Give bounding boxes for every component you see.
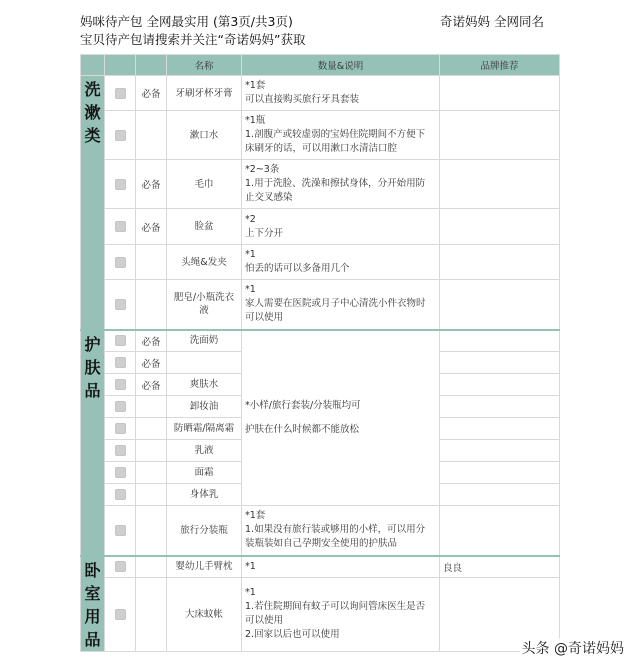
required-label: 必备 (136, 160, 167, 209)
checkbox[interactable] (115, 467, 126, 478)
item-name: 头绳&发夹 (167, 245, 242, 280)
item-name: 洗面奶 (167, 330, 242, 352)
item-brand (440, 484, 560, 506)
table-row (81, 76, 560, 111)
required-label: 必备 (136, 76, 167, 111)
item-brand (440, 396, 560, 418)
required-label: 必备 (136, 209, 167, 245)
table-row (81, 330, 560, 352)
item-name: 乳液 (167, 440, 242, 462)
required-label (136, 111, 167, 160)
checkbox[interactable] (115, 257, 126, 268)
header-cell-required (136, 55, 167, 76)
table-header-row (81, 55, 560, 76)
checkbox[interactable] (115, 609, 126, 620)
item-desc: *小样/旅行套装/分装瓶均可 护肤在什么时候都不能放松 (242, 330, 440, 506)
header-cell-check (105, 55, 136, 76)
item-name: 牙刷牙杯牙膏 (167, 76, 242, 111)
item-brand (440, 506, 560, 556)
item-brand (440, 374, 560, 396)
item-brand (440, 352, 560, 374)
item-brand (440, 160, 560, 209)
item-desc: *1 1.若住院期间有蚊子可以询问管床医生是否 可以使用 2.回家以后也可以使用 (242, 578, 440, 651)
required-label (136, 462, 167, 484)
checkbox[interactable] (115, 221, 126, 232)
required-label (136, 556, 167, 578)
category-bedroom: 卧室用品 (81, 556, 105, 652)
category-skin: 护肤品 (81, 330, 105, 556)
required-label (136, 506, 167, 556)
item-brand (440, 245, 560, 280)
item-brand (440, 462, 560, 484)
required-label (136, 484, 167, 506)
column-header-quantity: 数量&说明 (242, 55, 440, 76)
item-name: 婴幼儿手臂枕 (167, 556, 242, 578)
header-title: 妈咪待产包 全网最实用 (第3页/共3页) (80, 14, 293, 29)
table-row (81, 111, 560, 160)
header-cell-category (81, 55, 105, 76)
item-desc: *1套 1.如果没有旅行装或够用的小样，可以用分 装瓶装如自己孕期安全使用的护肤品 (242, 506, 440, 556)
item-desc: *1 怕丢的话可以多备用几个 (242, 245, 440, 280)
item-brand (440, 440, 560, 462)
item-brand (440, 111, 560, 160)
item-desc: *1套 可以直接购买旅行牙具套装 (242, 76, 440, 111)
item-brand (440, 76, 560, 111)
watermark: 头条 @奇诺妈妈 (520, 638, 626, 658)
item-name: 旅行分装瓶 (167, 506, 242, 556)
checkbox[interactable] (115, 299, 126, 310)
item-brand (440, 209, 560, 245)
checkbox[interactable] (115, 88, 126, 99)
required-label (136, 245, 167, 280)
checklist-table (80, 54, 560, 652)
column-header-name: 名称 (167, 55, 242, 76)
item-name: 爽肤水 (167, 374, 242, 396)
category-wash: 洗漱类 (81, 76, 105, 330)
table-row (81, 578, 560, 651)
item-desc: *1 (242, 556, 440, 578)
required-label (136, 396, 167, 418)
table-row (81, 280, 560, 330)
item-name: 身体乳 (167, 484, 242, 506)
item-desc: *1 家人需要在医院或月子中心清洗小件衣物时 可以使用 (242, 280, 440, 330)
checkbox[interactable] (115, 357, 126, 368)
required-label (136, 578, 167, 651)
column-header-brand: 品牌推荐 (440, 55, 560, 76)
item-name: 漱口水 (167, 111, 242, 160)
table-row (81, 209, 560, 245)
checkbox[interactable] (115, 379, 126, 390)
checkbox[interactable] (115, 401, 126, 412)
checkbox[interactable] (115, 130, 126, 141)
table-row (81, 506, 560, 556)
item-name (167, 352, 242, 374)
item-name: 肥皂/小瓶洗衣液 (167, 280, 242, 330)
item-desc: *2~3条 1.用于洗脸、洗澡和擦拭身体，分开始用防 止交叉感染 (242, 160, 440, 209)
item-brand: 良良 (440, 556, 560, 578)
item-desc: *2 上下分开 (242, 209, 440, 245)
item-name: 毛巾 (167, 160, 242, 209)
item-brand (440, 330, 560, 352)
item-brand (440, 280, 560, 330)
table-row (81, 556, 560, 578)
required-label (136, 440, 167, 462)
checkbox[interactable] (115, 561, 126, 572)
table-row (81, 245, 560, 280)
header-subtitle: 宝贝待产包请搜索并关注“奇诺妈妈”获取 (80, 32, 306, 47)
required-label: 必备 (136, 352, 167, 374)
item-desc: *1瓶 1.剖腹产或较虚弱的宝妈住院期间不方便下 床刷牙的话，可以用漱口水清洁口腔 (242, 111, 440, 160)
checkbox[interactable] (115, 423, 126, 434)
checkbox[interactable] (115, 335, 126, 346)
item-name: 面霜 (167, 462, 242, 484)
table-row (81, 160, 560, 209)
header-brand: 奇诺妈妈 全网同名 (440, 14, 544, 29)
checkbox[interactable] (115, 525, 126, 536)
checkbox[interactable] (115, 179, 126, 190)
item-name: 脸盆 (167, 209, 242, 245)
item-name: 卸妆油 (167, 396, 242, 418)
required-label (136, 418, 167, 440)
checkbox[interactable] (115, 489, 126, 500)
required-label (136, 280, 167, 330)
item-name: 大床蚊帐 (167, 578, 242, 651)
checkbox[interactable] (115, 445, 126, 456)
item-name: 防晒霜/隔离霜 (167, 418, 242, 440)
required-label: 必备 (136, 374, 167, 396)
item-brand (440, 418, 560, 440)
required-label: 必备 (136, 330, 167, 352)
